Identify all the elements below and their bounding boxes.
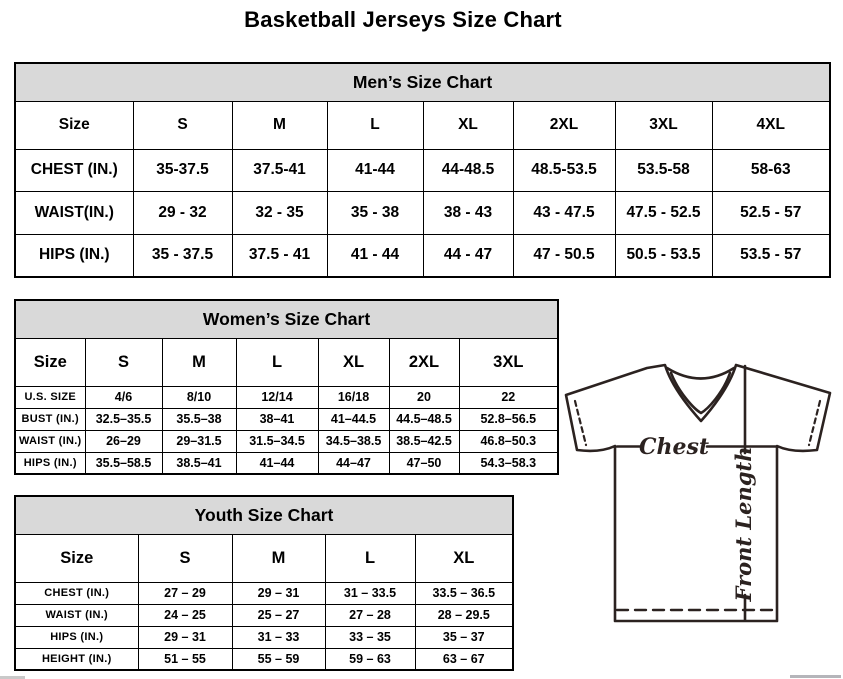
row-label-cell: WAIST (IN.) [15, 604, 138, 626]
row-label-cell: WAIST(IN.) [15, 192, 133, 235]
row-label-cell: WAIST (IN.) [15, 430, 85, 452]
value-cell: 38 - 43 [423, 192, 513, 235]
value-cell: 54.3–58.3 [459, 452, 558, 474]
size-header-cell: Size [15, 338, 85, 386]
size-column-header: XL [423, 101, 513, 149]
value-cell: 33 – 35 [325, 626, 415, 648]
value-cell: 44.5–48.5 [389, 408, 459, 430]
value-cell: 32 - 35 [232, 192, 327, 235]
section-title: Men’s Size Chart [15, 63, 830, 101]
row-label-cell: HIPS (IN.) [15, 452, 85, 474]
value-cell: 46.8–50.3 [459, 430, 558, 452]
row-label-cell: HIPS (IN.) [15, 626, 138, 648]
size-column-header: L [325, 534, 415, 582]
value-cell: 4/6 [85, 386, 162, 408]
value-cell: 35.5–58.5 [85, 452, 162, 474]
value-cell: 27 – 29 [138, 582, 232, 604]
table-title-row [15, 300, 558, 338]
row-label-cell: HIPS (IN.) [15, 234, 133, 277]
value-cell: 31.5–34.5 [236, 430, 318, 452]
jersey-body-outline [566, 365, 830, 621]
table-row [15, 149, 830, 192]
table-row [15, 582, 513, 604]
size-column-header: L [327, 101, 423, 149]
size-header-cell: Size [15, 534, 138, 582]
value-cell: 44–47 [318, 452, 389, 474]
value-cell: 47–50 [389, 452, 459, 474]
value-cell: 29 – 31 [232, 582, 325, 604]
horizontal-scrollbar-fragment-right[interactable] [790, 675, 841, 678]
value-cell: 31 – 33 [232, 626, 325, 648]
size-column-header: 3XL [615, 101, 712, 149]
table-row [15, 192, 830, 235]
value-cell: 63 – 67 [415, 648, 513, 670]
size-column-header: M [232, 534, 325, 582]
size-column-header: L [236, 338, 318, 386]
value-cell: 52.5 - 57 [712, 192, 830, 235]
row-label-cell: HEIGHT (IN.) [15, 648, 138, 670]
value-cell: 44-48.5 [423, 149, 513, 192]
size-column-header: 3XL [459, 338, 558, 386]
value-cell: 35 – 37 [415, 626, 513, 648]
value-cell: 28 – 29.5 [415, 604, 513, 626]
value-cell: 16/18 [318, 386, 389, 408]
value-cell: 55 – 59 [232, 648, 325, 670]
value-cell: 41–44 [236, 452, 318, 474]
value-cell: 12/14 [236, 386, 318, 408]
size-column-header: S [133, 101, 232, 149]
table-title-row [15, 496, 513, 534]
row-label-cell: CHEST (IN.) [15, 582, 138, 604]
left-cuff-dashed-line [575, 401, 586, 445]
size-column-header: M [162, 338, 236, 386]
value-cell: 53.5-58 [615, 149, 712, 192]
value-cell: 48.5-53.5 [513, 149, 615, 192]
value-cell: 47 - 50.5 [513, 234, 615, 277]
value-cell: 37.5-41 [232, 149, 327, 192]
value-cell: 43 - 47.5 [513, 192, 615, 235]
value-cell: 38.5–42.5 [389, 430, 459, 452]
value-cell: 24 – 25 [138, 604, 232, 626]
value-cell: 31 – 33.5 [325, 582, 415, 604]
size-column-header: XL [415, 534, 513, 582]
value-cell: 8/10 [162, 386, 236, 408]
value-cell: 41-44 [327, 149, 423, 192]
value-cell: 47.5 - 52.5 [615, 192, 712, 235]
table-row [15, 626, 513, 648]
youth-size-chart-table [14, 495, 514, 671]
table-row [15, 408, 558, 430]
value-cell: 38–41 [236, 408, 318, 430]
value-cell: 27 – 28 [325, 604, 415, 626]
jersey-collar-arc [667, 368, 734, 379]
value-cell: 37.5 - 41 [232, 234, 327, 277]
value-cell: 29 – 31 [138, 626, 232, 648]
value-cell: 32.5–35.5 [85, 408, 162, 430]
size-header-cell: Size [15, 101, 133, 149]
value-cell: 51 – 55 [138, 648, 232, 670]
row-label-cell: CHEST (IN.) [15, 149, 133, 192]
value-cell: 29–31.5 [162, 430, 236, 452]
value-cell: 41 - 44 [327, 234, 423, 277]
value-cell: 44 - 47 [423, 234, 513, 277]
value-cell: 35.5–38 [162, 408, 236, 430]
size-column-header: 2XL [389, 338, 459, 386]
front-length-label: Front Length [731, 446, 756, 602]
jersey-measurement-diagram [555, 353, 843, 645]
table-title-row [15, 63, 830, 101]
value-cell: 50.5 - 53.5 [615, 234, 712, 277]
mens-size-chart-table [14, 62, 831, 278]
size-column-header: 4XL [712, 101, 830, 149]
page-title: Basketball Jerseys Size Chart [244, 7, 562, 32]
value-cell: 38.5–41 [162, 452, 236, 474]
value-cell: 34.5–38.5 [318, 430, 389, 452]
value-cell: 29 - 32 [133, 192, 232, 235]
row-label-cell: U.S. SIZE [15, 386, 85, 408]
table-row [15, 534, 513, 582]
table-row [15, 452, 558, 474]
value-cell: 33.5 – 36.5 [415, 582, 513, 604]
size-column-header: M [232, 101, 327, 149]
womens-size-chart-table [14, 299, 559, 475]
section-title: Women’s Size Chart [15, 300, 558, 338]
value-cell: 35-37.5 [133, 149, 232, 192]
chest-label: Chest [638, 434, 710, 460]
size-column-header: S [138, 534, 232, 582]
value-cell: 20 [389, 386, 459, 408]
table-row [15, 101, 830, 149]
table-row [15, 234, 830, 277]
value-cell: 35 - 37.5 [133, 234, 232, 277]
section-title: Youth Size Chart [15, 496, 513, 534]
table-row [15, 648, 513, 670]
value-cell: 58-63 [712, 149, 830, 192]
table-row [15, 430, 558, 452]
table-row [15, 338, 558, 386]
table-row [15, 386, 558, 408]
value-cell: 52.8–56.5 [459, 408, 558, 430]
row-label-cell: BUST (IN.) [15, 408, 85, 430]
value-cell: 22 [459, 386, 558, 408]
jersey-outline-icon [555, 353, 843, 645]
size-column-header: XL [318, 338, 389, 386]
value-cell: 41–44.5 [318, 408, 389, 430]
value-cell: 53.5 - 57 [712, 234, 830, 277]
value-cell: 26–29 [85, 430, 162, 452]
value-cell: 59 – 63 [325, 648, 415, 670]
value-cell: 35 - 38 [327, 192, 423, 235]
size-column-header: S [85, 338, 162, 386]
size-column-header: 2XL [513, 101, 615, 149]
value-cell: 25 – 27 [232, 604, 325, 626]
table-row [15, 604, 513, 626]
